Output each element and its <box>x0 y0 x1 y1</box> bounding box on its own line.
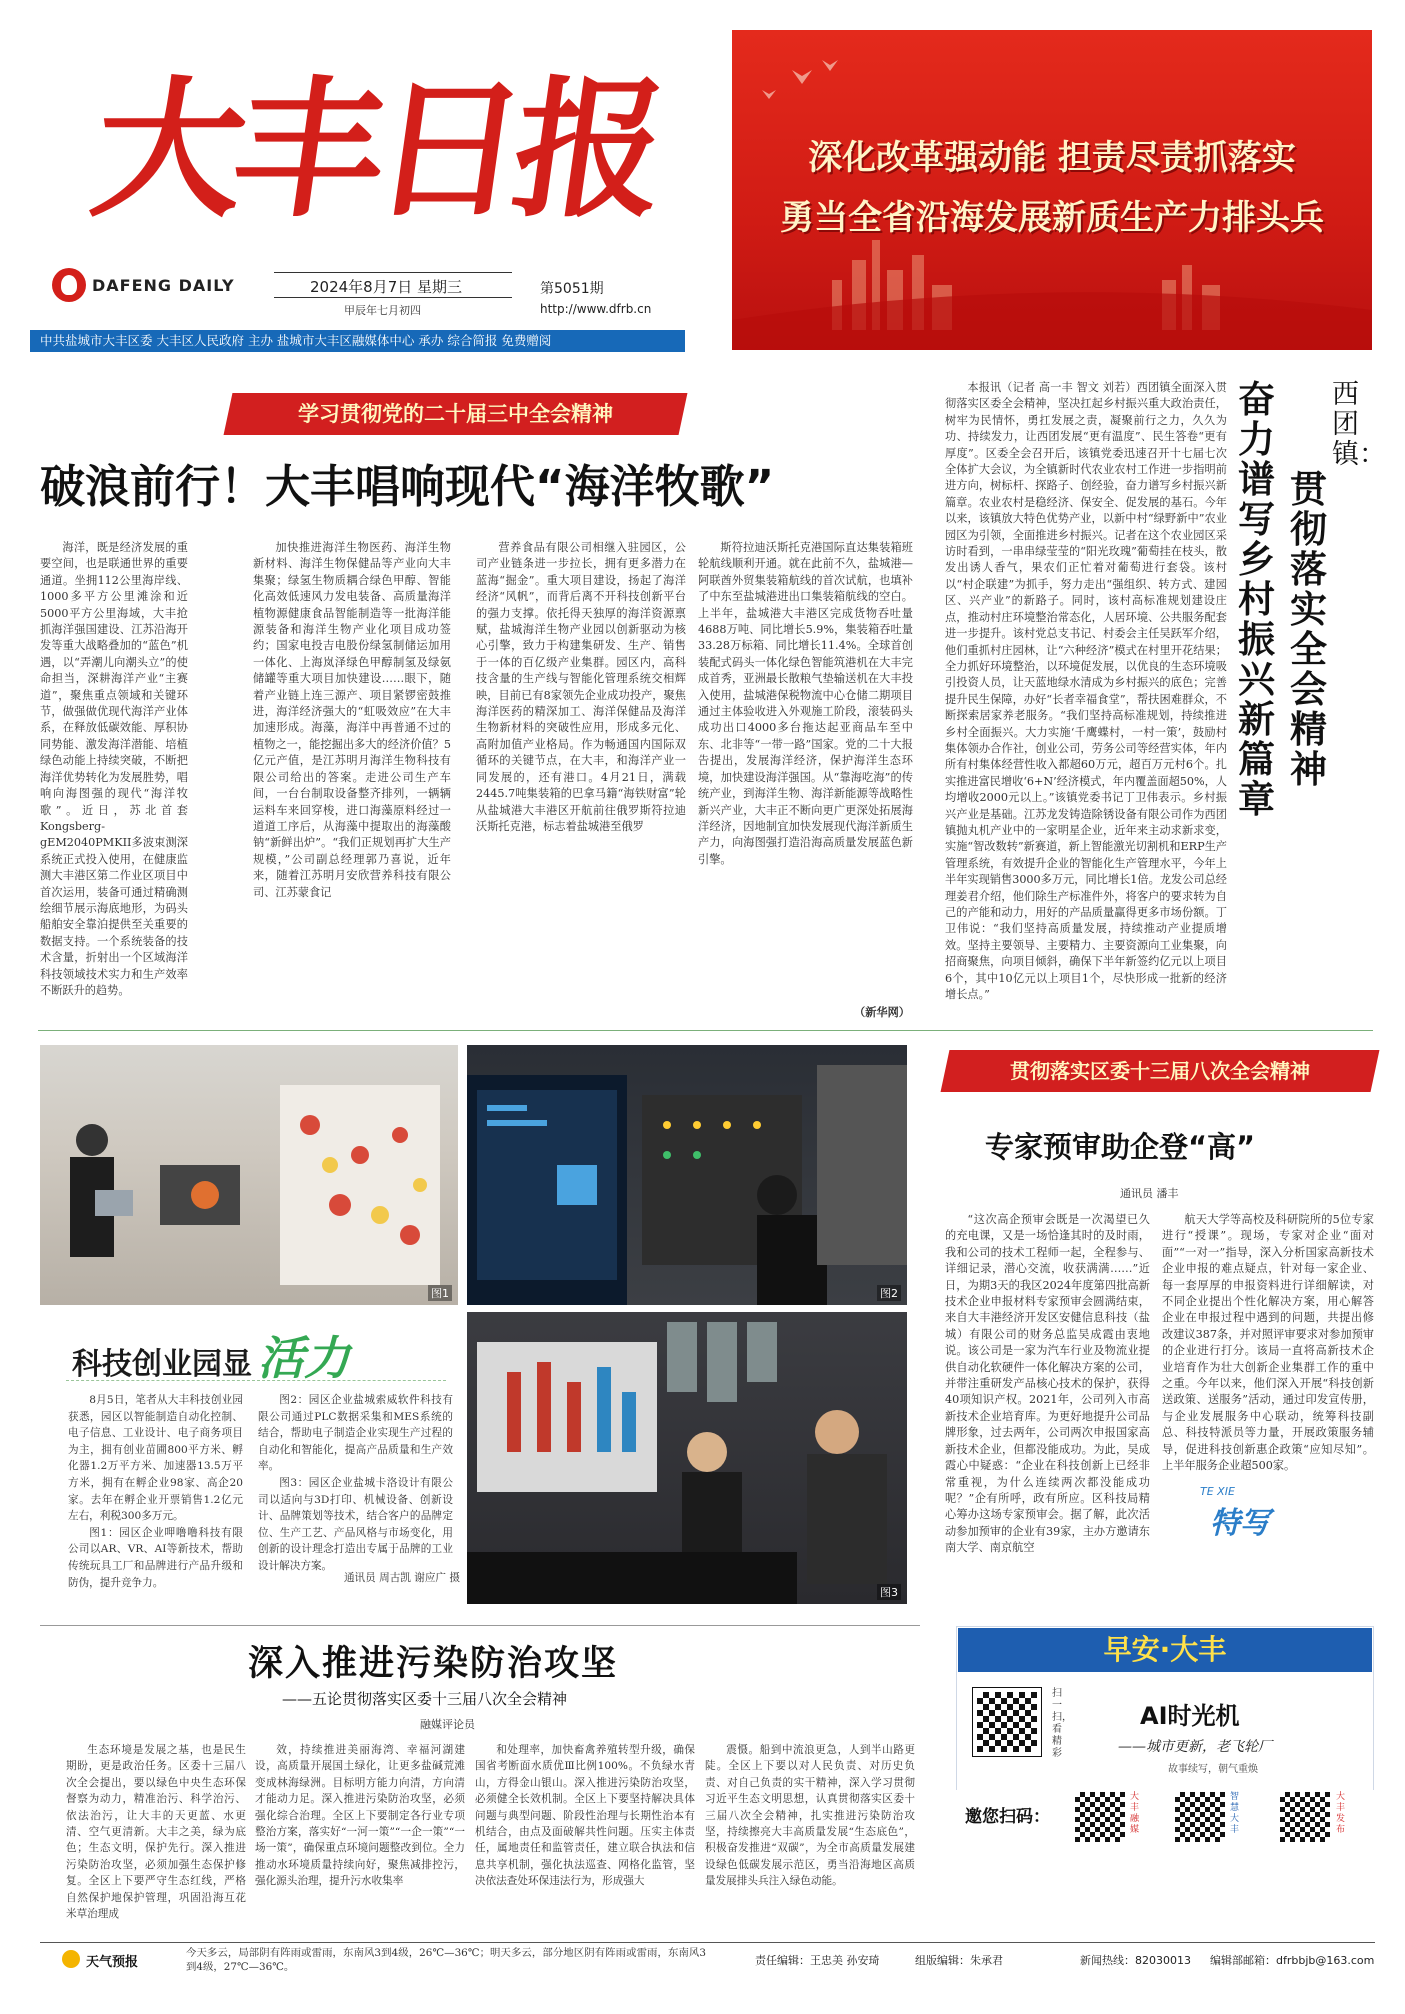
park-caption-left: 8月5日，笔者从大丰科技创业园获悉，园区以智能制造自动化控制、电子信息、工业设计、电子商务项目为主，拥有创业苗圃800平方米、孵化器1.2万平方米、加速器13.5万平方米，拥有在孵企业98家、高企20家。去年在孵企业开票销售1.2亿元左右，利税300多万元。 图1：园区企业呷噜噜科技有限公司以AR、VR、AI等新技术，帮助传统玩具工厂和品牌进行产品升级和防伪，提升竞争力。 <box>68 1394 243 1589</box>
qr-label: 邀您扫码： <box>965 1807 1050 1827</box>
editorial-email[interactable]: 编辑部邮箱：dfrbbjb@163.com <box>1210 1954 1375 1967</box>
pollution-column-1: 生态环境是发展之基，也是民生期盼，更是政治任务。区委十三届八次全会提出，要以绿色中央生态环保督察为动力，精准治污、科学治污、依法治污，让大丰的天更蓝、水更清、空气更清新。大丰之美，绿为底色；生态文明，保护先行。深入推进污染防治攻坚，必须加强生态保护修复。全区上下要严守生态红线，严格自然保护地保护管理，巩固沿海互花米草治理成 <box>66 1744 246 1921</box>
pollution-column-2: 效，持续推进美丽海湾、幸福河湖建设，高质量开展国土绿化，让更多盐碱荒滩变成林海绿洲。目标明方能力向清，方向清才能动力足。深入推进污染防治攻坚，必须强化综合治理。全区上下要制定各行业专项整治方案，落实好“一河一策”“一企一策”“一场一策”，确保重点环境问题整改到位。全力推动水环境质量持续向好，聚焦减排控污，强化源头治理，提升污水收集率 <box>255 1744 465 1888</box>
photo-3 <box>467 1312 907 1604</box>
park-title: 科技创业园显 活力 <box>72 1331 350 1385</box>
xituan-title-2: 贯彻落实全会精神 <box>1290 468 1327 791</box>
website-url[interactable]: http://www.dfrb.cn <box>540 302 652 316</box>
study-column-tag-label: 学习贯彻党的二十届三中全会精神 <box>298 402 613 426</box>
morning-feature-credit: 故事续写，朝气重焕 <box>1168 1764 1258 1775</box>
feature-badge-en: TE XIE <box>1200 1485 1235 1498</box>
qr-code-1[interactable] <box>1075 1792 1125 1842</box>
weather-label: 天气预报 <box>86 1955 139 1970</box>
newspaper-logo-icon <box>52 268 86 302</box>
qr-app-1: 大丰融媒 <box>1130 1792 1140 1835</box>
xituan-title-3: 奋力谱写乡村振兴新篇章 <box>1238 378 1275 821</box>
photo-2-label: 图2 <box>877 1285 901 1301</box>
xituan-title-1: 西团镇： <box>1332 379 1386 470</box>
pollution-column-4: 震慑。船到中流浪更急，人到半山路更陡。全区上下要以对人民负责、对历史负责、对自己负责的实干精神，深入学习贯彻习近平生态文明思想，认真贯彻落实区委十三届八次全会精神，扎实推进污染防治攻坚，持续擦亮大丰高质量发展“生态底色”，积极奋发推进“双碳”，为全市高质量发展建设绿色低碳发展示范区，勇当沿海地区高质量发展排头兵注入绿色动能。 <box>705 1744 915 1888</box>
photo-1 <box>40 1045 458 1305</box>
photo-2 <box>467 1045 907 1305</box>
park-photo-byline: 通讯员 周古凯 谢应广 摄 <box>343 1572 460 1584</box>
news-hotline: 新闻热线：82030013 <box>1080 1954 1191 1967</box>
pollution-column-3: 和处理率，加快畜禽养殖转型升级，确保国省考断面水质优Ⅲ比例100%。不负绿水青山，方得金山银山。深入推进污染防治攻坚，必须健全长效机制。全区上下要坚持解决具体问题与典型问题、阶段性治理与长期性治本有机结合，由点及面破解共性问题。压实主体责任，属地责任和监管责任，建立联合执法和信息共享机制，强化执法巡查、网格化监管，坚决依法查处环保违法行为，形成强大 <box>475 1744 695 1888</box>
xituan-body-upper: 本报讯（记者 高一丰 智文 刘若）西团镇全面深入贯彻落实区委全会精神，坚决扛起乡村振兴重大政治责任，树牢为民情怀，勇扛发展之责，凝聚前行之力，久久为功、持续发力，让西团发展“更有温度”、民生答卷“更有厚度”。区委全会召开后，该镇党委迅速召开十七届七次全体扩大会议，为全镇新时代农业农村工作进一步指明前进方向，树标杆、探路子、创经验，奋力谱写乡村振兴新篇章。农业农村是稳经济、保安全、促发展的基石。今年以来，该镇放大特色优势产业，以新中村“绿野新中”农业园区为引领，全面推进乡村振兴。记者在这个农业园区采访时看到，一串串绿莹莹的“阳光玫瑰”葡萄挂在枝头，散发出诱人香气，果农们正忙着对葡萄进行套袋。该村以“村企联建”为抓手，努力走出“强组织、转方式、建园区、兴产业”的新路子。同时，该村高标准规划建设庄点，推动村庄环境整治常态化，人居环境、公共服务配套进一步提升。该村党总支书记、村委会主任吴跃军介绍，他们重抓村庄园林，让“六种经济”模式在村里开花结果；全力抓好环境整治，以环境促发展，以优良的生态环境吸引投资人员，让天蓝地绿水清成为乡村振兴的底色；完善提升民生保障，办好“长者幸福食堂”，帮扶困难群众，不断探索居家养老服务。“我们坚持高标准规划，持续推进乡村全面振兴。大力实施‘千鹰蝶村，一村一策’，鼓励村集体领办合作社，创业公司，劳务公司等经营实体，年内所有村集体经营性收入都超60万元，超百万元村6个。扎实推进富民增收‘6+N’经济模式，年内覆盖面超50%，人均增收2000元以上。”该镇党委书记丁卫伟表示。乡村振兴产业是基础。江苏龙发铸造除锈设备有限公司作为西团镇抛丸机产业中的一家明星企业，近年来主动求新求变，实施“智改数转”新赛道，新上智能激光切割机和ERP生产管理系统，有效提升企业的智能化生产管理水平，今年上半年实现销售3000多万元，同比增长1倍。龙发公司总经理姜君介绍，他们除生产标准件外，将客户的要求转为自己的产能和动力，用好的产品质量赢得更多市场份额。丁卫伟说：“我们坚持高质量发展，持续推动产业提质增效。坚持主要领导、主要精力、主要资源向工业集聚，向招商聚焦，向项目倾斜，确保下半年新签约亿元以上项目6个，其中10亿元以上项目1个，尽快形成一批新的经济增长点。” <box>945 381 1228 1002</box>
sun-icon <box>62 1950 80 1968</box>
brand-en: DAFENG DAILY <box>92 276 235 295</box>
layout-editor: 组版编辑：朱承君 <box>915 1954 1003 1967</box>
photo-1-scene <box>40 1045 458 1305</box>
lunar-date: 甲辰年七月初四 <box>344 304 421 317</box>
qr-code-2[interactable] <box>1175 1792 1225 1842</box>
lead-column-3: 营养食品有限公司相继入驻园区，公司产业链条进一步拉长，拥有更多潜力在蓝海“掘金”。重大项目建设，扬起了海洋经济“风帆”，而背后离不开科技创新平台的强力支撑。依托得天独厚的海洋资源禀赋，盐城海洋生物产业园以创新驱动为核心引擎，致力于构建集研发、生产、销售于一体的百亿级产业集群。园区内，高科技含量的生产线与智能化管理系统交相辉映，目前已有8家领先企业成功投产，聚焦海洋医药的精深加工、海洋保健品及海洋生物新材料的突破性应用，形成多元化、高附加值产业格局。作为畅通国内国际双循环的关键节点，在大丰，和海洋产业一同发展的，还有港口。4月21日，满载2445.7吨集装箱的巴拿马籍“海铁财富”轮从盐城港大丰港区开航前往俄罗斯符拉迪沃斯托克港，标志着盐城港至俄罗 <box>476 541 686 833</box>
qr-app-2: 智慧大丰 <box>1230 1792 1240 1835</box>
expert-headline: 专家预审助企登“高” <box>985 1130 1256 1164</box>
morning-feature-title: AI时光机 <box>1140 1702 1240 1730</box>
lead-headline: 破浪前行！大丰唱响现代“海洋牧歌” <box>40 460 775 513</box>
expert-byline: 通讯员 潘丰 <box>1120 1187 1179 1200</box>
qr-app-3: 大丰发布 <box>1336 1792 1346 1835</box>
expert-column-1: “这次高企预审会既是一次渴望已久的充电课，又是一场恰逢其时的及时雨，我和公司的技术工程师一起，全程参与、详细记录，潜心交流，收获满满……”近日，为期3天的我区2024年度第四批高新技术企业申报材料专家预审会圆满结束，来自大丰港经济开发区安健信息科技（盐城）有限公司的财务总监吴成霞由衷地说。该公司是一家为汽车行业及物流业提供自动化软硬件一体化解决方案的公司，并带注重研发产品核心技术的保护，获得40项知识产权。2021年，公司列入市高新技术企业培育库。为更好地提升公司品牌形象，过去两年，公司两次申报国家高新技术企业，但都没能成功。为此，吴成霞心中疑惑：“企业在科技创新上已经非常重视，为什么连续两次都没能成功呢？”企有所呼，政有所应。区科技局精心筹办这场专家预审会。据了解，此次活动参加预审的企业有39家，主办方邀请东南大学、南京航空 <box>945 1213 1150 1555</box>
morning-feature-sub: ——城市更新，老飞轮厂 <box>1118 1739 1272 1755</box>
photo-3-scene <box>467 1312 907 1604</box>
morning-qr-code[interactable] <box>973 1688 1041 1756</box>
sponsor-bar: 中共盐城市大丰区委 大丰区人民政府 主办 盐城市大丰区融媒体中心 承办 综合简报 免费赠阅 <box>30 330 685 352</box>
expert-column-2: 航天大学等高校及科研院所的5位专家进行“授课”。现场，专家对企业“面对面”“一对一”指导，深入分析国家高新技术企业申报的难点疑点，针对每一家企业、每一套厚厚的申报资料进行详细解读，对不同企业提出个性化解决方案，用心解答企业在申报过程中遇到的问题，共提出修改建议387条，并对照评审要求对参加预审的企业进行打分。该局一直将高新技术企业培育作为壮大创新企业集群工作的重中之重。今年以来，他们深入开展“科技创新送政策、送服务”活动，通过印发宣传册，与企业发展服务中心联动，统筹科技副总、科技特派员等力量，开展政策服务辅导，促进科技创新惠企政策“应知尽知”。上半年服务企业超500家。 <box>1162 1213 1374 1473</box>
slogan-banner <box>732 30 1372 350</box>
feature-badge: 特写 <box>1210 1506 1270 1541</box>
lead-source: （新华网） <box>854 1005 910 1019</box>
weather-forecast: 今天多云，局部阴有阵雨或雷雨，东南风3到4级，26℃—36℃；明天多云，部分地区阴有阵雨或雷雨，东南风3到4级，27℃—36℃。 <box>186 1947 706 1973</box>
qr-code-3[interactable] <box>1280 1792 1330 1842</box>
park-caption-right: 图2：园区企业盐城索威软件科技有限公司通过PLC数据采集和MES系统的结合，帮助电子制造企业实现生产过程的自动化和智能化，提高产品质量和生产效率。 图3：园区企业盐城卡洛设计有限公司以适向与3D打印、机械设备、创新设计、品牌策划等技术，结合客户的品牌定位、生产工艺、产品风格与市场变化，用创新的设计理念打造出专属于品牌的工业设计解决方案。 <box>258 1394 453 1572</box>
issue-number: 第5051期 <box>540 281 604 297</box>
photo-1-label: 图1 <box>428 1285 452 1301</box>
lead-column-1: 海洋，既是经济发展的重要空间，也是联通世界的重要通道。坐拥112公里海岸线、1000多平方公里滩涂和近5000平方公里海域，大丰抢抓海洋强国建设、江苏沿海开发等重大战略叠加的“蓝色”机遇，以“弄潮儿向潮头立”的使命担当，深耕海洋产业“主赛道”，聚焦重点领域和关键环节，做强做优现代海洋产业体系，在释放低碳效能、厚积协同势能、激发海洋潜能、培植绿色动能上持续突破，不断把海洋优势转化为发展胜势，唱响向海图强的现代“海洋牧歌”。近日，苏北首套Kongsberg-gEM2040PMKII多波束测深系统正式投入使用，在健康监测大丰港区第二作业区项目中首次运用，装备可通过精确测绘细节展示海底地形，为码头船舶安全靠泊提供至关重要的数据支持。一个系统装备的技术含量，折射出一个区域海洋科技领域技术实力和生产效率不断跃升的趋势。 <box>40 541 188 997</box>
photo-2-scene <box>467 1045 907 1305</box>
lead-column-2: 加快推进海洋生物医药、海洋生物新材料、海洋生物保健品等产业向大丰集聚；绿氢生物质耦合绿色甲醇、智能化高效低速风力发电装备、高质量海洋植物源健康食品智能制造等一批海洋能源装备和海洋生物产业化项目成功签约；国家电投吉电股份绿氢制储运加用一体化、上海岚泽绿色甲醇制氢及绿氨储罐等重大项目加快建设……眼下，随着产业链上连三源产、项目紧锣密鼓推进，海洋经济强大的“虹吸效应”在大丰加速形成。海藻，海洋中再普通不过的植物之一，能挖掘出多大的经济价值？5亿元产值，是江苏明月海洋生物科技有限公司给出的答案。走进公司生产车间，一台台制取设备整齐排列，一辆辆运料车来回穿梭，进口海藻原料经过一道道工序后，从海藻中提取出的海藻酸钠“新鲜出炉”。“我们正规划再扩大生产规模，”公司副总经理郭乃喜说，近年来，随着江苏明月安欣营养科技有限公司、江苏蒙食记 <box>253 541 451 899</box>
lead-column-4: 斯符拉迪沃斯托克港国际直达集装箱班轮航线顺利开通。就在此前不久，盐城港—阿联酋外贸集装箱航线的首次试航，也填补了中东至盐城港进出口集装箱航线的空白。上半年，盐城港大丰港区完成货物吞吐量4688万吨、同比增长5.9%，集装箱吞吐量33.28万标箱、同比增长11.4%。全球首创装配式码头一体化绿色智能筑港机在大丰完成首秀，亚洲最长散粮气垫输送机在大丰投入使用，盐城港保税物流中心仓储二期项目通过主体验收进入外观施工阶段，滚装码头成功出口4000多台拖达起亚商品车至中东、北非等“一带一路”国家。党的二十大报告提出，发展海洋经济，保护海洋生态环境，加快建设海洋强国。从“靠海吃海”的传统产业，到海洋生物、海洋新能源等战略性新兴产业，大丰正不断向更广更深处拓展海洋经济，因地制宜加快发展现代海洋新质生产力，向海图强打造沿海高质量发展蓝色新引擎。 <box>698 541 913 866</box>
editors: 责任编辑：王忠美 孙安琦 <box>755 1954 880 1967</box>
morning-title: 早安·大丰 <box>958 1628 1372 1672</box>
plenary-column-tag: 贯彻落实区委十三届八次全会精神 <box>941 1050 1380 1092</box>
issue-date: 2024年8月7日 星期三 <box>310 278 463 296</box>
pollution-byline: 融媒评论员 <box>420 1718 475 1731</box>
banner-slogan-line2: 勇当全省沿海发展新质生产力排头兵 <box>780 198 1324 238</box>
banner-slogan-line1: 深化改革强动能 担责尽责抓落实 <box>808 138 1296 178</box>
morning-scan-hint: 扫一扫，看精彩 <box>1052 1688 1072 1759</box>
study-column-tag <box>224 393 688 435</box>
pollution-headline: 深入推进污染防治攻坚 <box>248 1643 619 1684</box>
pollution-subheadline: ——五论贯彻落实区委十三届八次全会精神 <box>282 1690 568 1708</box>
newspaper-title: 大丰日报 <box>82 62 668 238</box>
photo-3-label: 图3 <box>877 1584 901 1600</box>
